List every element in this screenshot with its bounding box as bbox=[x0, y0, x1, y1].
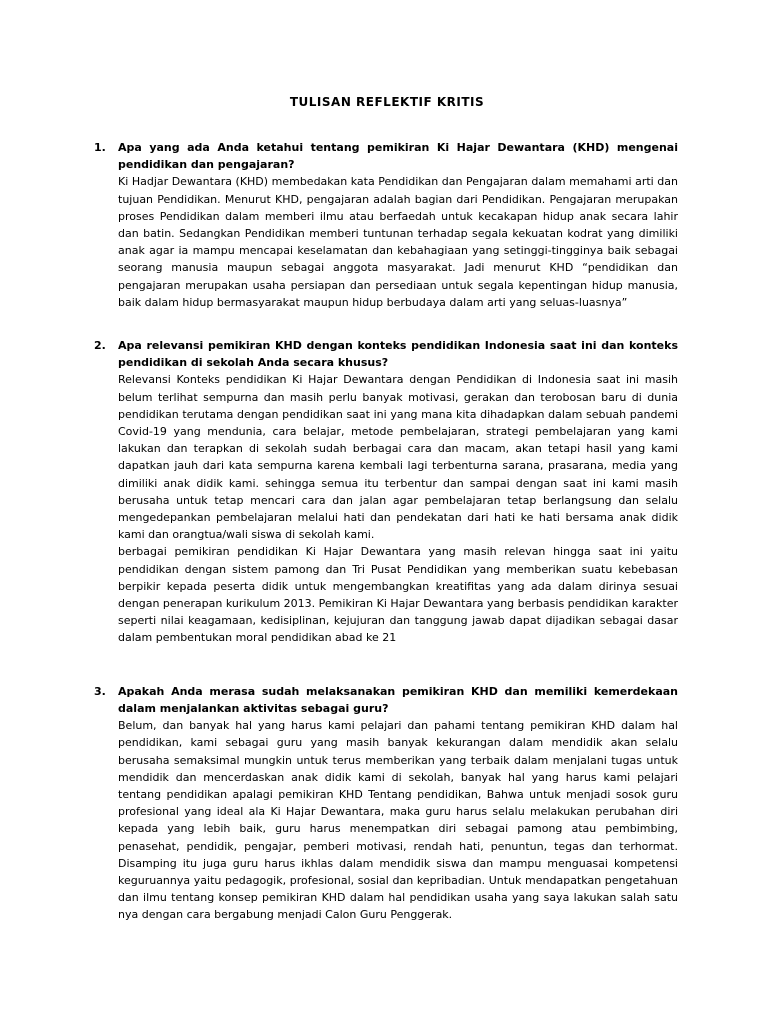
question-number: 1. bbox=[94, 141, 106, 154]
question-section-1 bbox=[94, 139, 678, 311]
question-text: Apa relevansi pemikiran KHD dengan konteks pendidikan Indonesia saat ini dan konteks pendidikan di sekolah Anda secara khusus? bbox=[118, 339, 678, 370]
document-title: TULISAN REFLEKTIF KRITIS bbox=[289, 95, 485, 109]
question-number: 3. bbox=[94, 684, 106, 698]
answer-paragraph: Ki Hadjar Dewantara (KHD) membedakan kata Pendidikan dan Pengajaran dalam memahami arti dan tujuan Pendidikan. Menurut KHD, pengajaran adalah bagian dari Pendidikan. Pengajaran merupakan proses Pendidikan dalam memberi ilmu atau berfaedah untuk kecakapan hidup anak secara lahir dan batin. Sedangkan Pendidikan memberi tuntunan terhadap segala kekuatan kodrat yang dimiliki anak agar ia mampu mencapai keselamatan dan kebahagiaan yang setinggi-tingginya baik sebagai seorang manusia maupun sebagai anggota masyarakat. Jadi menurut KHD “pendidikan dan pengajaran merupakan usaha persiapan dan persediaan untuk segala kepentingan hidup manusia, baik dalam hidup bermasyarakat maupun hidup berbudaya dalam arti yang seluas-luasnya” bbox=[118, 175, 678, 309]
question-number: 2. bbox=[94, 339, 106, 353]
question-section-3 bbox=[94, 683, 678, 924]
question-text: Apa yang ada Anda ketahui tentang pemikiran Ki Hajar Dewantara (KHD) mengenai pendidikan dan pengajaran? bbox=[118, 141, 678, 172]
answer-paragraph: berbagai pemikiran pendidikan Ki Hajar Dewantara yang masih relevan hingga saat ini yaitu pendidikan dengan sistem pamong dan Tri Pusat Pendidikan yang memberikan suatu kebebasan berpikir kepada peserta didik untuk mengembangkan kreatifitas yang ada dalam dirinya sesuai dengan penerapan kurikulum 2013. Pemikiran Ki Hajar Dewantara yang berbasis pendidikan karakter seperti nilai keagamaan, kedisiplinan, kejujuran dan tanggung jawab dapat dijadikan sebagai dasar dalam pembentukan moral pendidikan abad ke 21 bbox=[118, 545, 679, 645]
question-section-2 bbox=[94, 337, 678, 647]
question-text: Apakah Anda merasa sudah melaksanakan pemikiran KHD dan memiliki kemerdekaan dalam menjalankan aktivitas sebagai guru? bbox=[118, 684, 678, 715]
answer-paragraph: Relevansi Konteks pendidikan Ki Hajar Dewantara dengan Pendidikan di Indonesia saat ini masih belum terlihat sempurna dan masih perlu banyak motivasi, gerakan dan terobosan baru di dunia pendidikan terutama dengan pendidikan saat ini yang mana kita dihadapkan dalam sebuah pandemi Covid-19 yang mendunia, cara belajar, metode pembelajaran, strategi pembelajaran yang kami lakukan dan terapkan di sekolah sudah berbagai cara dan macam, akan tetapi hasil yang kami dapatkan jauh dari kata sempurna karena kembali lagi terbenturna sarana, prasarana, media yang dimiliki anak didik kami. sehingga semua itu terbentur dan sampai dengan saat ini kami masih berusaha untuk tetap mencari cara dan jalan agar pembelajaran tetap berlangsung dan selalu mengedepankan pembelajaran melalui hati dan pendekatan dari hati ke hati bersama anak didik kami dan orangtua/wali siswa di sekolah kami. bbox=[118, 373, 678, 542]
answer-paragraph: Belum, dan banyak hal yang harus kami pelajari dan pahami tentang pemikiran KHD dalam hal pendidikan, kami sebagai guru yang masih banyak kekurangan dalam mendidik akan selalu berusaha semaksimal mungkin untuk terus memberikan yang terbaik dalam menjalani tugas untuk mendidik dan mencerdaskan anak didik kami di sekolah, banyak hal yang harus kami pelajari tentang pendidikan apalagi pemikiran KHD Tentang pendidikan, Bahwa untuk menjadi sosok guru profesional yang ideal ala Ki Hajar Dewantara, maka guru harus selalu melakukan perubahan diri kepada yang lebih baik, guru harus menempatkan diri sebagai pamong atau pembimbing, penasehat, pendidik, pengajar, pemberi motivasi, rendah hati, penuntun, tegas dan terhormat. Disamping itu juga guru harus ikhlas dalam mendidik siswa dan mampu menguasai kompetensi keguruannya yaitu pedagogik, profesional, sosial dan kepribadian. Untuk mendapatkan pengetahuan dan ilmu tentang konsep pemikiran KHD dalam hal pendidikan usaha yang saya lakukan salah satu nya dengan cara bergabung menjadi Calon Guru Penggerak. bbox=[118, 719, 678, 922]
